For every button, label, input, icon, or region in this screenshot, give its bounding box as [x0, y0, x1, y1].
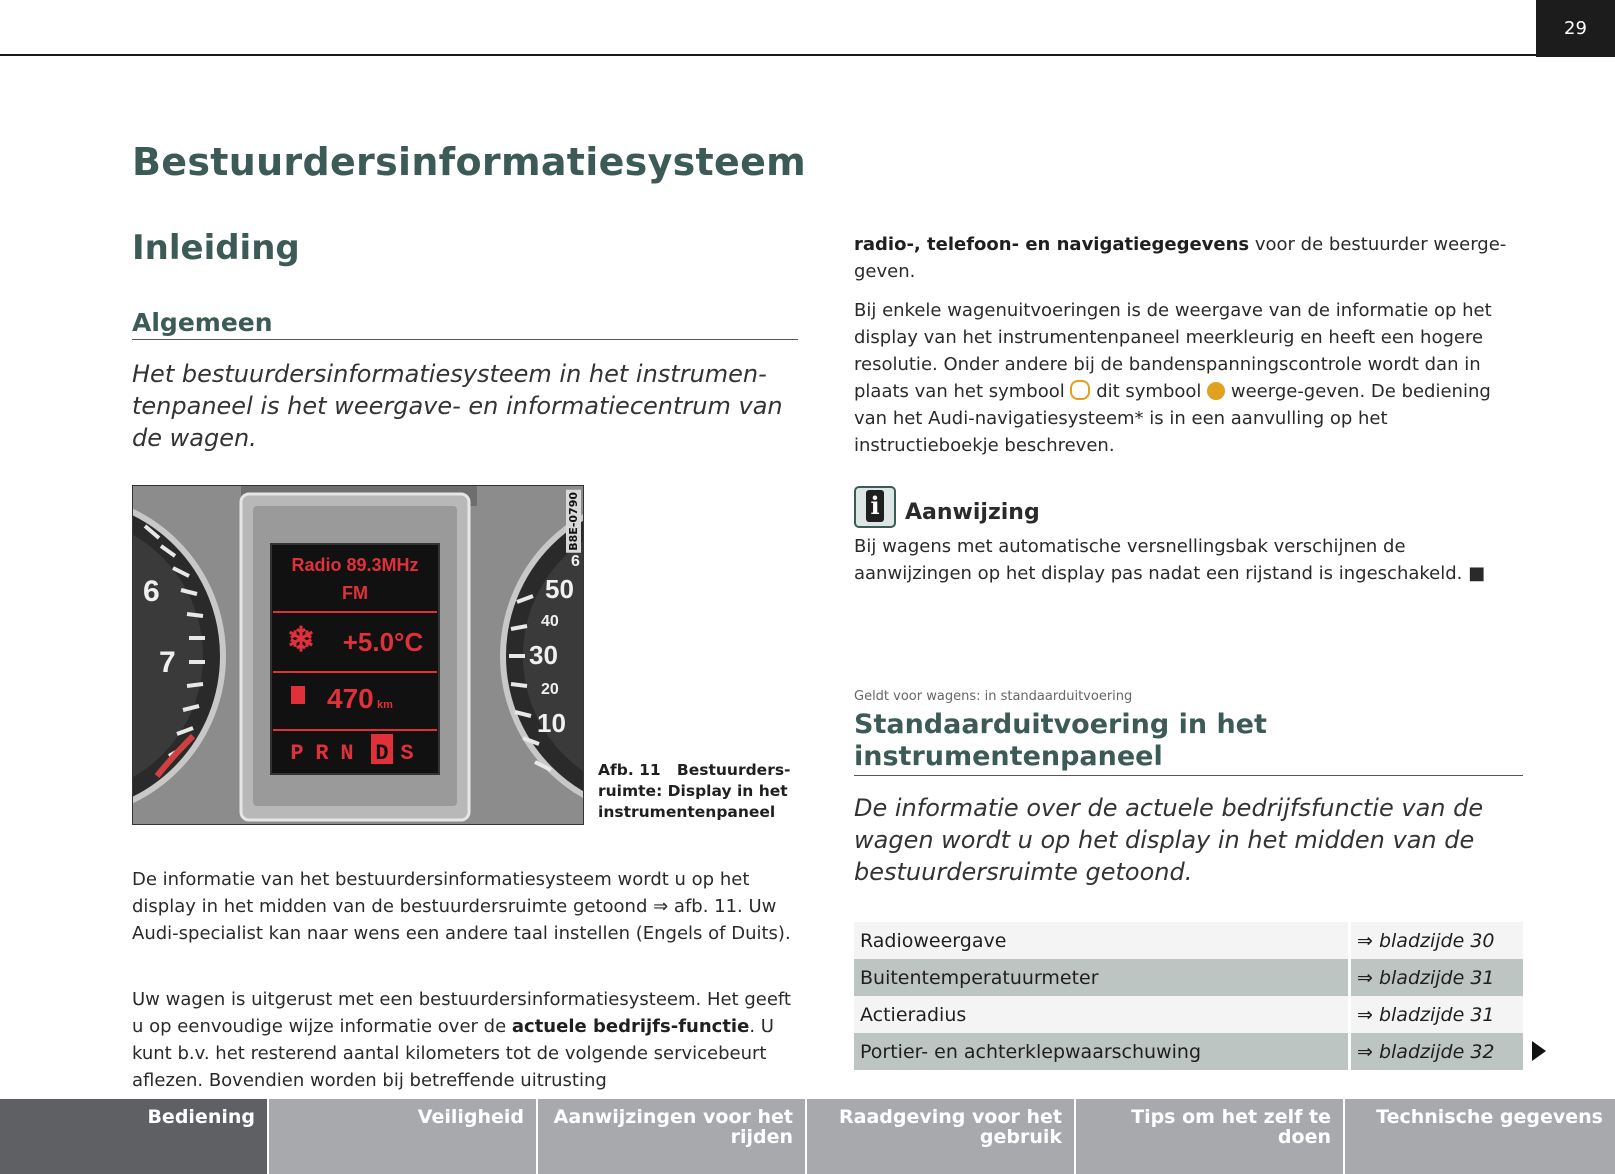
display-screen — [271, 544, 439, 774]
tab-bediening[interactable]: Bediening — [0, 1099, 269, 1174]
right-gauge-label-20: 20 — [541, 681, 559, 698]
chapter-title: Bestuurdersinformatiesysteem — [132, 140, 807, 184]
gear-s: S — [400, 741, 414, 766]
right-paragraph-1: radio-, telefoon- en navigatiegegevens voor de bestuurder weerge-geven. — [854, 234, 1507, 282]
display-range: 470 — [327, 683, 374, 714]
figure-code: B8E-0790 — [567, 492, 580, 551]
gear-n: N — [340, 741, 354, 766]
instrument-panel-illustration — [133, 486, 583, 824]
tire-pressure-color-icon — [1207, 382, 1225, 400]
subsection-title: Algemeen — [132, 308, 798, 340]
tire-pressure-warning-icon — [1070, 380, 1090, 400]
section-title: Inleiding — [132, 228, 300, 268]
snowflake-icon: ❄ — [286, 621, 316, 659]
tab-veiligheid[interactable]: Veiligheid — [269, 1099, 538, 1174]
table-row-page-link[interactable]: ⇒ bladzijde 30 — [1350, 922, 1524, 959]
caption-number: Afb. 11 — [598, 761, 661, 779]
note-title: Aanwijzing — [905, 500, 1040, 525]
table-row — [854, 1033, 1523, 1070]
table-row — [854, 922, 1523, 959]
table-row — [854, 996, 1523, 1033]
table-row-label: Actieradius — [854, 996, 1350, 1033]
continue-arrow-icon — [1532, 1041, 1546, 1061]
tab-aanwijzingen-rijden[interactable]: Aanwijzingen voor het rijden — [538, 1099, 807, 1174]
display-radio-frequency: Radio 89.3MHz — [291, 555, 419, 575]
right-gauge-label-40: 40 — [541, 613, 559, 630]
right-gauge-label-50: 50 — [545, 574, 574, 604]
left-gauge-label-6: 6 — [143, 575, 160, 608]
chapter-tabs — [0, 1099, 1615, 1174]
right-gauge-label-6: 6 — [571, 553, 580, 570]
left-paragraph-2: Uw wagen is uitgerust met een bestuurdersinformatiesysteem. Het geeft u op eenvoudige wijze informatie over de actuele bedrijfs-functie. U kunt b.v. het resterend aantal kilometers tot de volgende servicebeurt aflezen. Bovendien worden bij betreffende uitrusting — [132, 989, 791, 1091]
tab-tips-zelf-doen[interactable]: Tips om het zelf te doen — [1076, 1099, 1345, 1174]
tab-technische-gegevens[interactable]: Technische gegevens — [1345, 1099, 1615, 1174]
table-row-page-link[interactable]: ⇒ bladzijde 31 — [1350, 996, 1524, 1033]
header-rule — [0, 54, 1536, 56]
applies-to-note: Geldt voor wagens: in standaarduitvoering — [854, 689, 1133, 704]
left-gauge-label-7: 7 — [159, 646, 176, 679]
display-range-unit: km — [377, 699, 393, 711]
tab-raadgeving-gebruik[interactable]: Raadgeving voor het gebruik — [807, 1099, 1076, 1174]
gear-d-active: D — [375, 741, 389, 766]
table-row-label: Buitentemperatuurmeter — [854, 959, 1350, 996]
fuel-pump-icon — [291, 686, 305, 704]
display-radio-band: FM — [342, 583, 368, 603]
right-gauge-label-10: 10 — [537, 708, 566, 738]
table-row — [854, 959, 1523, 996]
function-reference-table — [854, 922, 1523, 1070]
table-row-page-link[interactable]: ⇒ bladzijde 32 — [1350, 1033, 1524, 1070]
info-icon: i — [854, 486, 896, 528]
left-paragraph-1: De informatie van het bestuurdersinformatiesysteem wordt u op het display in het midden van de bestuurdersruimte getoond ⇒ afb. 11. Uw Audi-specialist kan naar wens een andere taal instellen (Engels of Duits). — [132, 869, 791, 944]
caption-text: Bestuurders-ruimte: Display in het instrumentenpaneel — [598, 761, 791, 821]
lead-text: Het bestuurdersinformatiesysteem in het instrumen-tenpaneel is het weergave- en informatiecentrum van de wagen. — [132, 360, 783, 452]
instrument-panel-figure — [132, 485, 584, 825]
right-paragraph-2: Bij enkele wagenuitvoeringen is de weergave van de informatie op het display van het instrumentenpaneel meerkleurig en heeft een hogere resolutie. Onder andere bij de bandenspanningscontrole wordt dan in plaats van het symbool dit symbool weerge-geven. De bediening van het Audi-navigatiesysteem* is in een aanvulling op het instructieboekje beschreven. — [854, 300, 1492, 456]
table-row-label: Radioweergave — [854, 922, 1350, 959]
table-row-page-link[interactable]: ⇒ bladzijde 31 — [1350, 959, 1524, 996]
right-gauge-label-30: 30 — [529, 640, 558, 670]
display-temperature: +5.0°C — [342, 627, 424, 657]
table-row-label: Portier- en achterklepwaarschuwing — [854, 1033, 1350, 1070]
page-number: 29 — [1536, 0, 1615, 57]
note-text: Bij wagens met automatische versnellingsbak verschijnen de aanwijzingen op het display pas nadat een rijstand is ingeschakeld. ■ — [854, 536, 1486, 584]
gear-r: R — [315, 741, 329, 766]
gear-p: P — [290, 741, 304, 766]
subsection2-title: Standaarduitvoering in het instrumentenpaneel — [854, 709, 1523, 776]
lead2-text: De informatie over de actuele bedrijfsfunctie van de wagen wordt u op het display in het midden van de bestuurdersruimte getoond. — [854, 794, 1484, 886]
figure-caption — [598, 760, 798, 823]
